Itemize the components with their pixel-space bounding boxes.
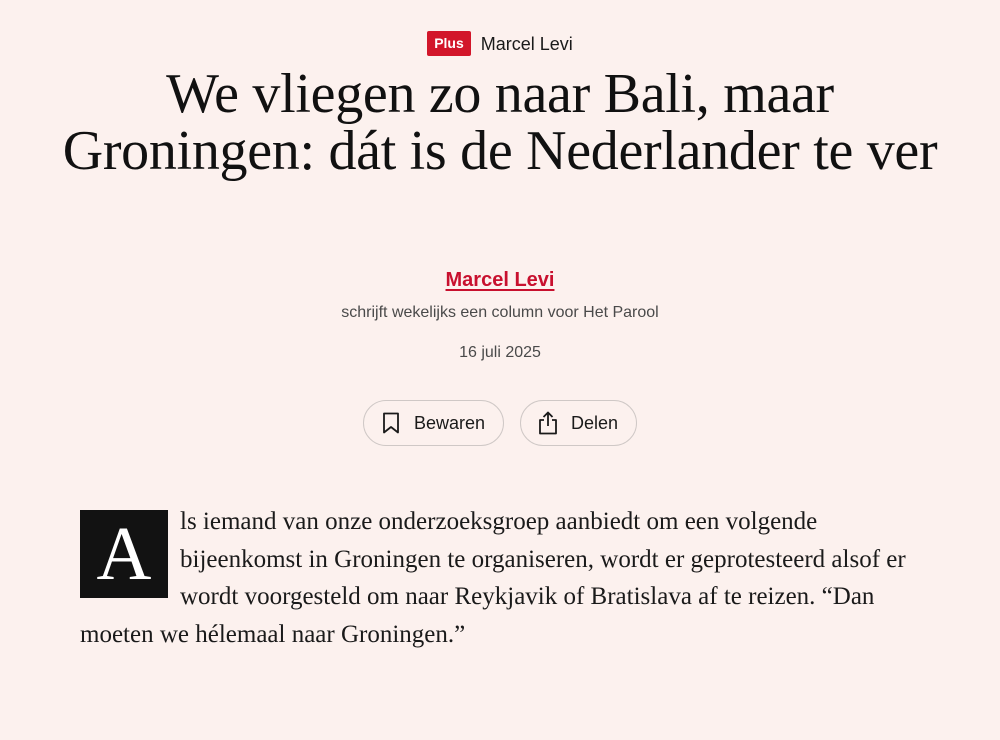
article-topline: [0, 31, 1000, 56]
article-headline: We vliegen zo naar Bali, maar Groningen: dát is de Nederlander te ver: [62, 63, 938, 182]
publication-date: 16 juli 2025: [459, 344, 541, 361]
share-button[interactable]: [520, 400, 637, 446]
article-body: [80, 503, 920, 653]
drop-cap: A: [80, 510, 168, 598]
article-actions: [0, 400, 1000, 446]
author-link[interactable]: Marcel Levi: [445, 269, 555, 291]
intro-paragraph: ls iemand van onze onderzoeksgroep aanbiedt om een volgende bijeenkomst in Groningen te organiseren, wordt er geprotesteerd alsof er wordt voorgesteld om naar Reykjavik of Bratislava af te reizen. “Dan moeten we hélemaal naar Groningen.”: [80, 508, 906, 648]
share-icon: [537, 411, 559, 435]
topline-author: Marcel Levi: [480, 33, 573, 54]
author-byline: [0, 269, 1000, 292]
share-button-label: Delen: [571, 412, 619, 433]
author-bio: schrijft wekelijks een column voor Het Parool: [341, 304, 659, 321]
bookmark-icon: [380, 411, 402, 435]
save-button-label: Bewaren: [413, 412, 485, 433]
plus-badge: Plus: [427, 31, 471, 56]
save-button[interactable]: [363, 400, 504, 446]
